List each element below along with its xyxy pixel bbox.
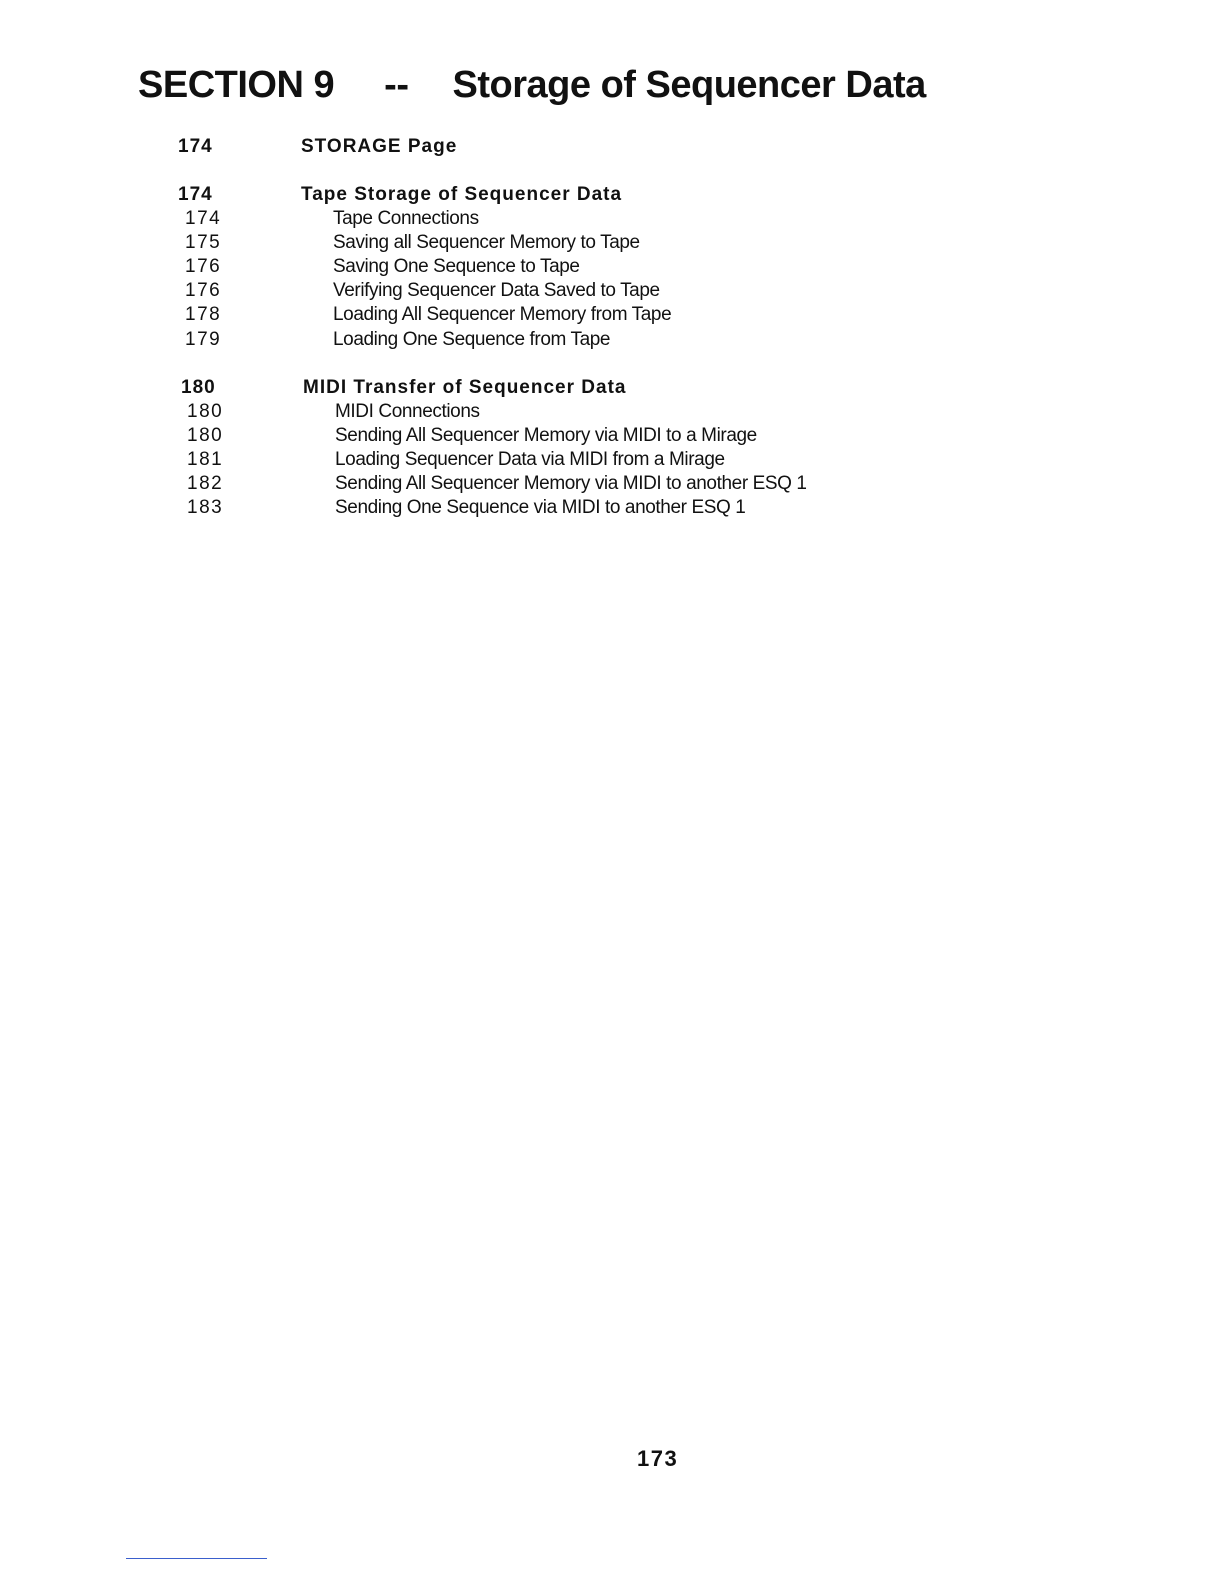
toc-entry-text: STORAGE Page xyxy=(301,136,458,157)
toc-page-number: 175 xyxy=(185,232,222,253)
toc-page-number: 183 xyxy=(187,497,224,518)
page-number: 173 xyxy=(637,1446,679,1471)
toc-page-number: 174 xyxy=(178,136,213,157)
toc-entry-text: Sending All Sequencer Memory via MIDI to another ESQ 1 xyxy=(335,473,807,494)
toc-entry-text: Sending All Sequencer Memory via MIDI to a Mirage xyxy=(335,425,757,446)
page-title xyxy=(138,64,926,107)
toc-entry-text: Saving One Sequence to Tape xyxy=(333,256,580,277)
toc-page-number: 174 xyxy=(185,208,222,229)
toc-entry-text: Loading All Sequencer Memory from Tape xyxy=(333,304,672,325)
toc-page-number: 178 xyxy=(185,304,222,325)
toc-entry-text: Loading One Sequence from Tape xyxy=(333,329,611,350)
toc-entry-text: Saving all Sequencer Memory to Tape xyxy=(333,232,640,253)
toc-heading-text: Tape Storage of Sequencer Data xyxy=(301,184,623,205)
title-separator: -- xyxy=(384,64,409,106)
footer-rule xyxy=(126,1558,267,1559)
toc-page-number: 176 xyxy=(185,280,222,301)
toc-page-number: 180 xyxy=(181,377,216,398)
toc-heading-text: MIDI Transfer of Sequencer Data xyxy=(303,377,627,398)
toc-page-number: 179 xyxy=(185,329,222,350)
toc-page-number: 182 xyxy=(187,473,224,494)
toc-page-number: 180 xyxy=(187,401,224,422)
toc-page-number: 174 xyxy=(178,184,213,205)
toc-entry-text: Verifying Sequencer Data Saved to Tape xyxy=(333,280,660,301)
toc-entry-text: Sending One Sequence via MIDI to another ESQ 1 xyxy=(335,497,746,518)
toc-entry-text: Tape Connections xyxy=(333,208,479,229)
toc-entry-text: MIDI Connections xyxy=(335,401,480,422)
toc-page-number: 180 xyxy=(187,425,224,446)
section-subject: Storage of Sequencer Data xyxy=(452,64,926,106)
toc-page-number: 176 xyxy=(185,256,222,277)
section-label: SECTION 9 xyxy=(138,64,335,106)
toc-page-number: 181 xyxy=(187,449,224,470)
toc-entry-text: Loading Sequencer Data via MIDI from a Mirage xyxy=(335,449,725,470)
